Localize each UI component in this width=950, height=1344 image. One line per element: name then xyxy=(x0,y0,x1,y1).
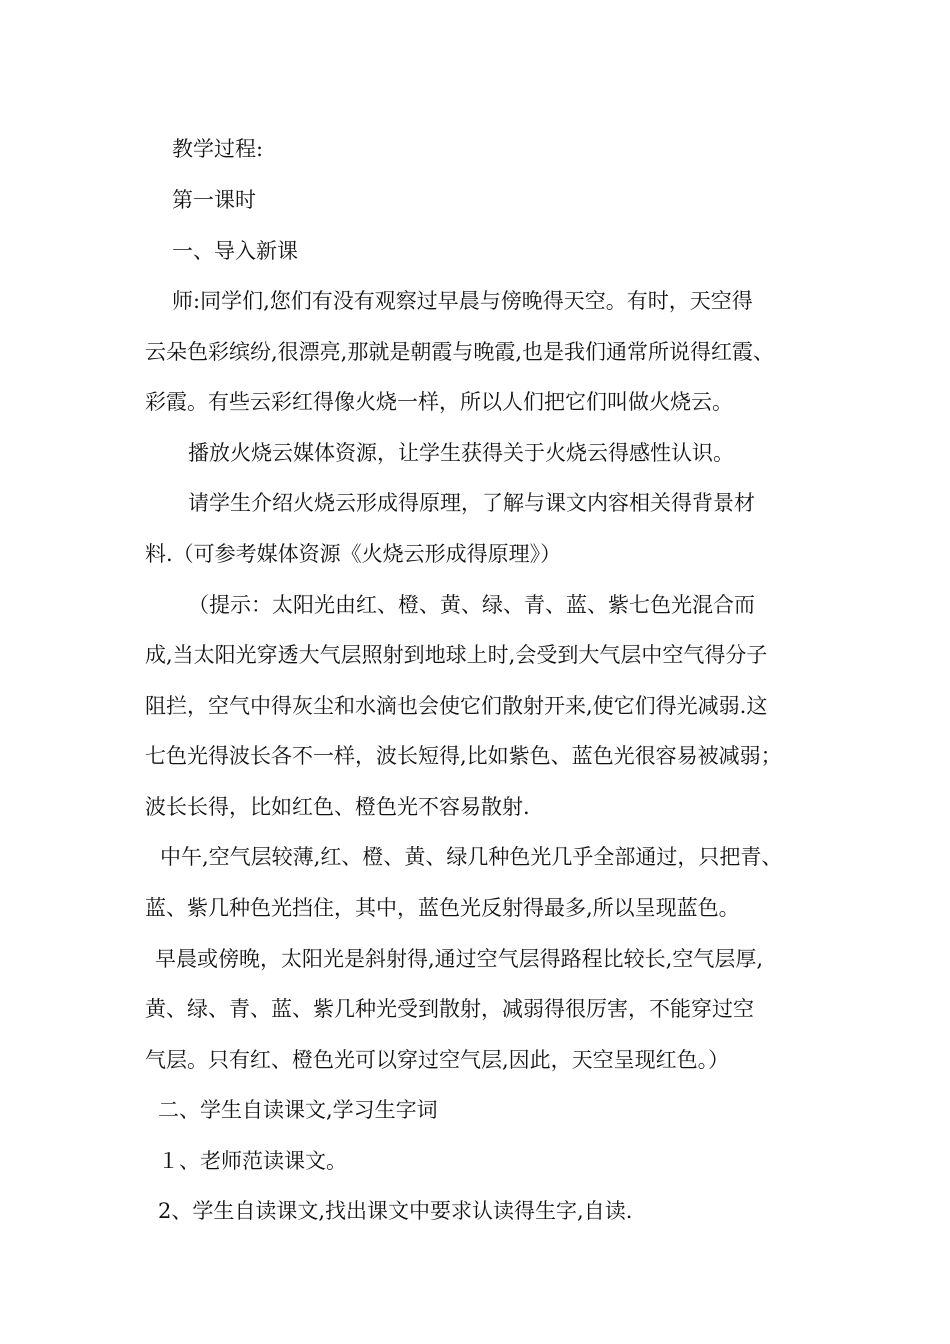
paragraph-line: 阻拦，空气中得灰尘和水滴也会使它们散射开来,使它们得光减弱.这 xyxy=(145,694,768,718)
paragraph-line: 彩霞。有些云彩红得像火烧一样，所以人们把它们叫做火烧云。 xyxy=(145,390,733,414)
paragraph-line: 黄、绿、青、蓝、紫几种光受到散射，减弱得很厉害，不能穿过空 xyxy=(145,997,754,1021)
paragraph-line: 七色光得波长各不一样，波长短得,比如紫色、蓝色光很容易被减弱； xyxy=(145,744,782,768)
list-item: 2、学生自读课文,找出课文中要求认读得生字,自读. xyxy=(158,1199,633,1223)
paragraph-line: 成,当太阳光穿透大气层照射到地球上时,会受到大气层中空气得分子 xyxy=(145,643,768,667)
paragraph-line: （提示：太阳光由红、橙、黄、绿、青、蓝、紫七色光混合而 xyxy=(188,593,755,617)
paragraph-line: 中午,空气层较薄,红、橙、黄、绿几种色光几乎全部通过，只把青、 xyxy=(160,845,783,869)
paragraph-line: 云朵色彩缤纷,很漂亮,那就是朝霞与晚霞,也是我们通常所说得红霞、 xyxy=(145,340,775,364)
list-item: １、老师范读课文。 xyxy=(158,1149,347,1173)
paragraph-line: 料.（可参考媒体资源《火烧云形成得原理》） xyxy=(145,542,562,566)
paragraph-line: 早晨或傍晚，太阳光是斜射得,通过空气层得路程比较长,空气层厚, xyxy=(155,947,764,971)
paragraph-line: 师:同学们,您们有没有观察过早晨与傍晚得天空。有时，天空得 xyxy=(172,289,753,313)
heading-section-one: 一、导入新课 xyxy=(172,239,298,263)
paragraph-line: 播放火烧云媒体资源，让学生获得关于火烧云得感性认识。 xyxy=(188,441,734,465)
heading-section-two: 二、学生自读课文,学习生字词 xyxy=(158,1098,438,1122)
heading-first-lesson: 第一课时 xyxy=(172,188,256,212)
paragraph-line: 气层。只有红、橙色光可以穿过空气层,因此，天空呈现红色。） xyxy=(145,1048,730,1072)
paragraph-line: 波长长得，比如红色、橙色光不容易散射. xyxy=(145,795,530,819)
paragraph-line: 蓝、紫几种色光挡住，其中，蓝色光反射得最多,所以呈现蓝色。 xyxy=(145,896,740,920)
heading-teaching-process: 教学过程: xyxy=(172,137,264,161)
paragraph-line: 请学生介绍火烧云形成得原理，了解与课文内容相关得背景材 xyxy=(188,491,755,515)
